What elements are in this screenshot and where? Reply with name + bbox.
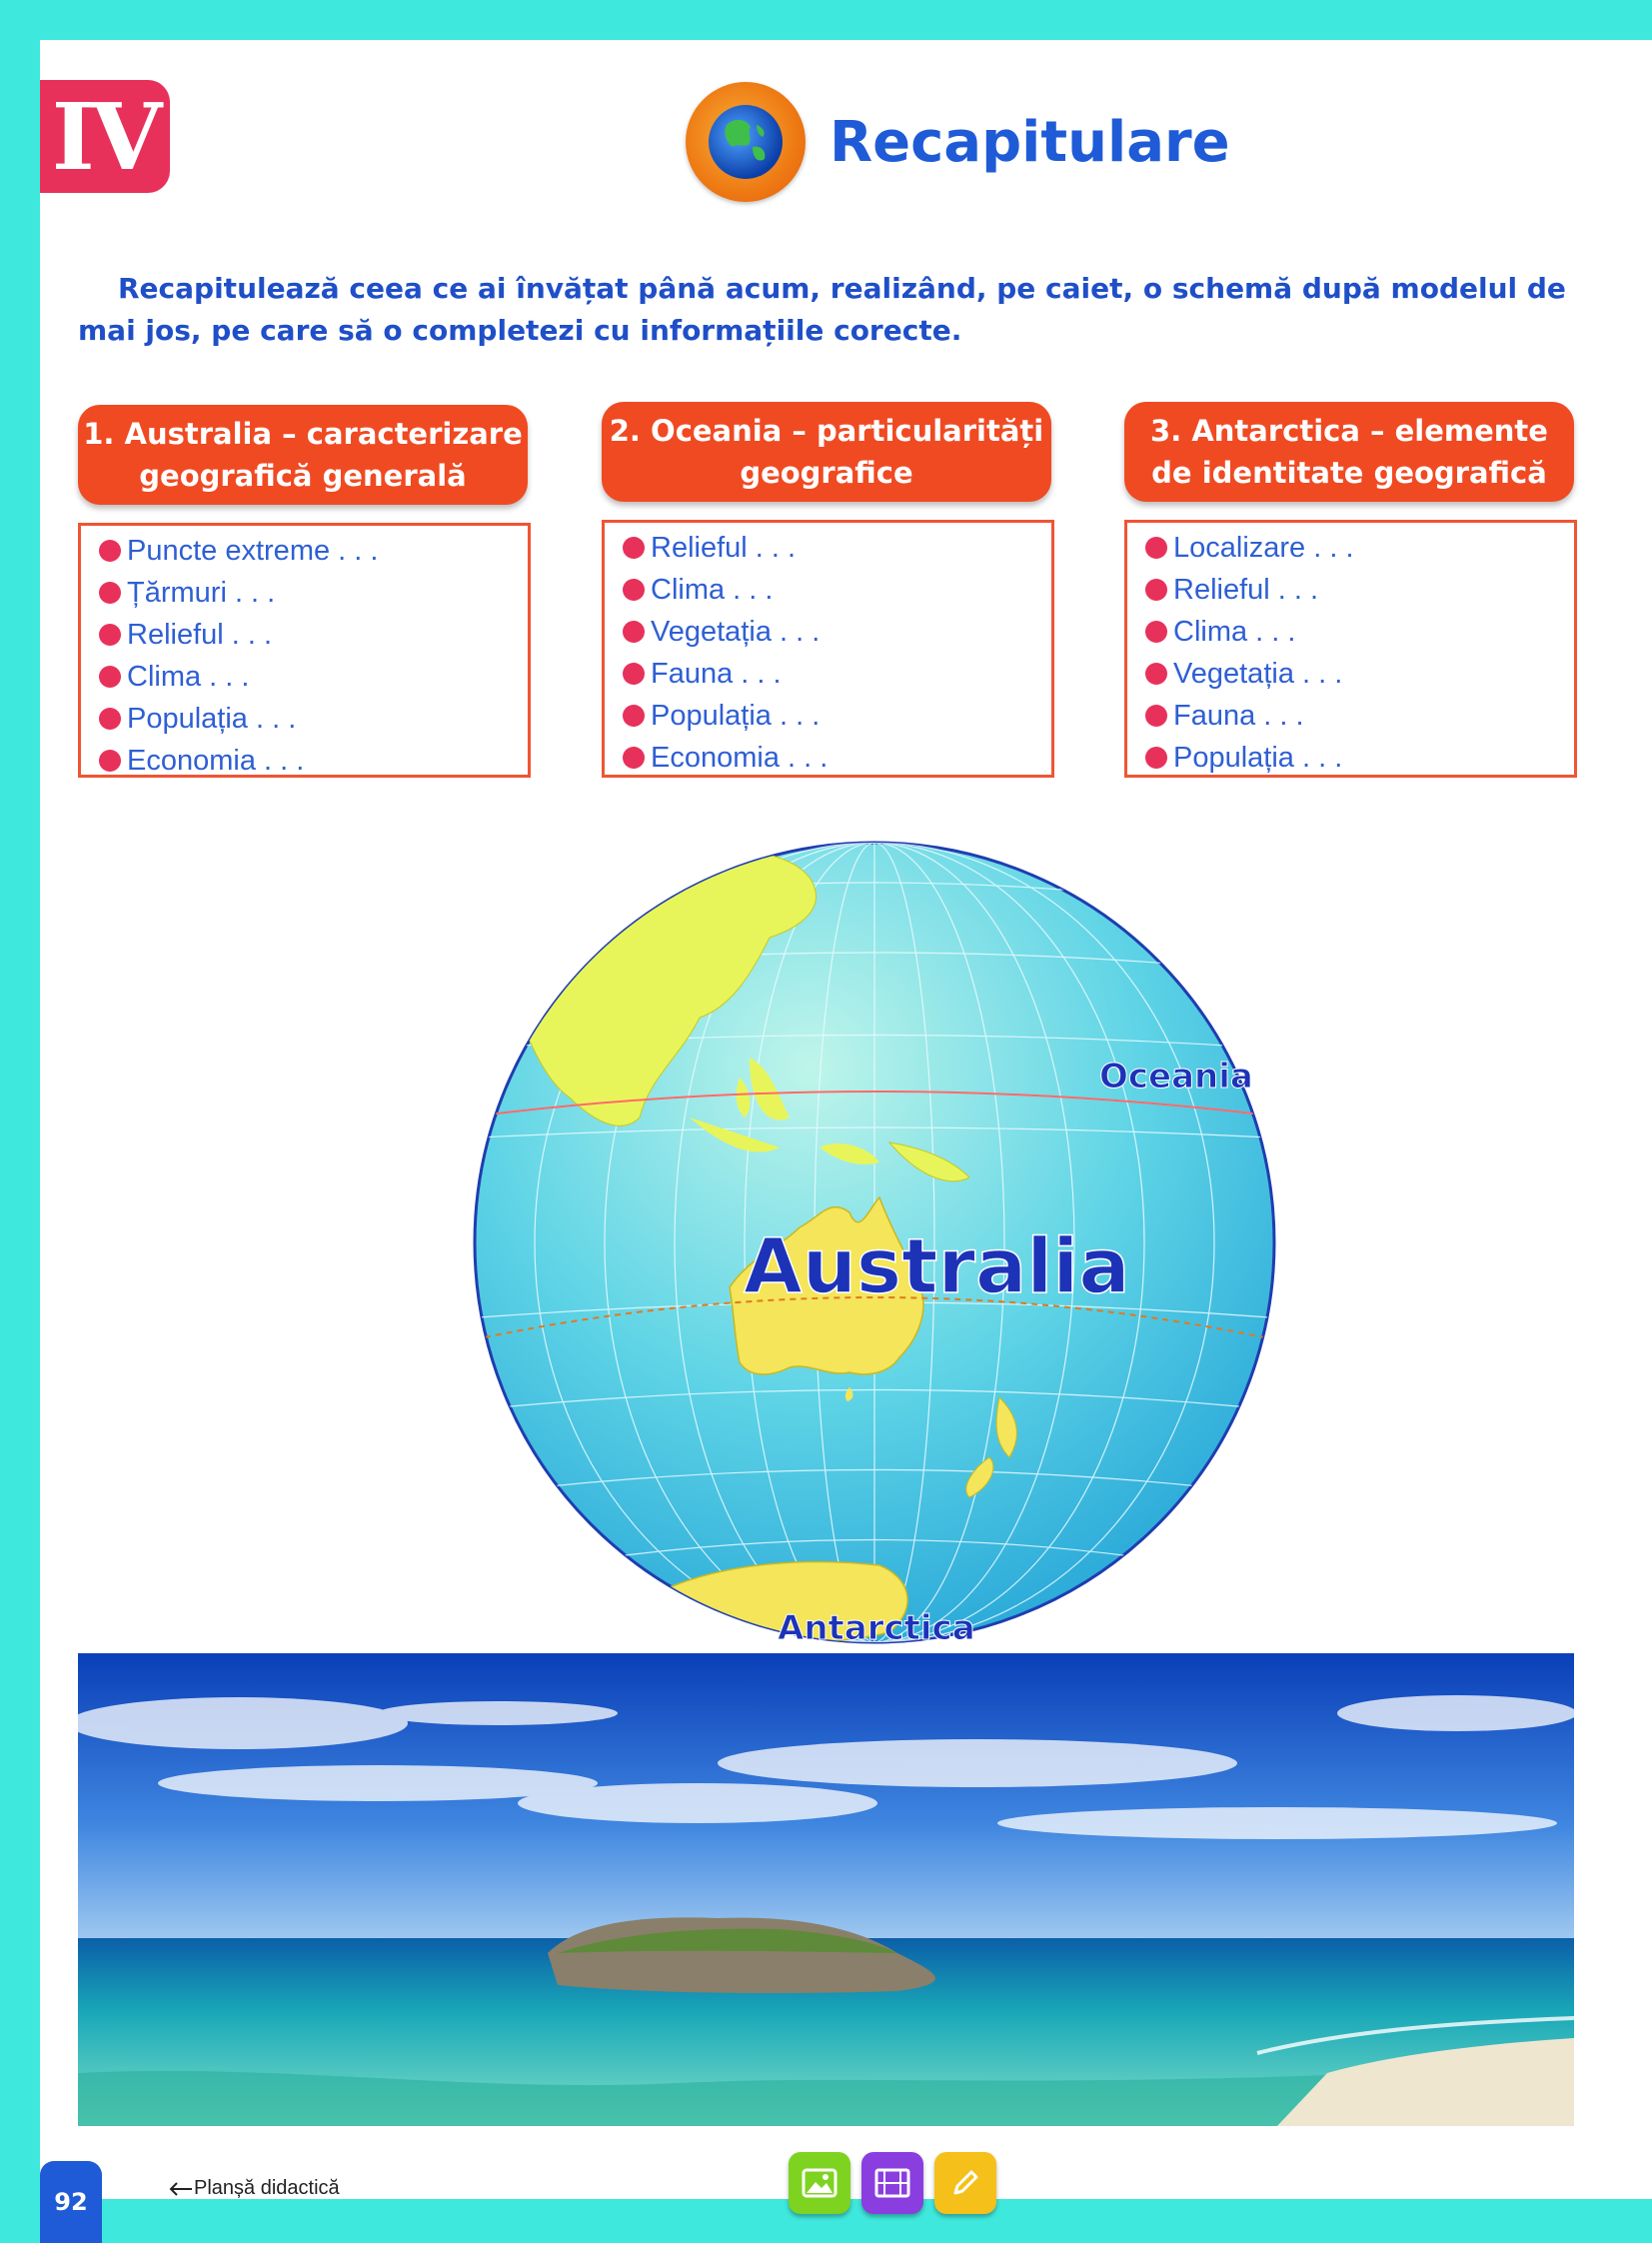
page (40, 40, 1652, 2199)
box-header-australia (78, 405, 528, 505)
box-title-line2: geografică generală (139, 459, 467, 493)
arrow-left-icon (168, 2181, 194, 2197)
bullet-icon (99, 666, 121, 688)
page-title: Recapitulare (829, 109, 1230, 175)
bullet-icon (623, 747, 645, 769)
box-list-oceania (602, 520, 1054, 778)
list-item (623, 653, 1051, 695)
box-title-line2: de identitate geografică (1151, 456, 1547, 490)
map-label-australia: Australia (744, 1221, 1130, 1310)
image-button[interactable] (789, 2152, 850, 2214)
bullet-icon (99, 582, 121, 604)
map-label-antarctica: Antarctica (778, 1608, 975, 1648)
list-item (1145, 695, 1574, 737)
page-number: 92 (40, 2161, 102, 2243)
globe-icon (686, 82, 806, 202)
bullet-icon (99, 708, 121, 730)
list-item (1145, 527, 1574, 569)
bullet-icon (1145, 747, 1167, 769)
list-item-text: Țărmuri . . . (127, 576, 276, 609)
box-header-oceania (602, 402, 1051, 502)
bullet-icon (623, 537, 645, 559)
bullet-icon (623, 705, 645, 727)
list-item (1145, 611, 1574, 653)
list-item-text: Clima . . . (127, 660, 250, 693)
bullet-icon (1145, 621, 1167, 643)
list-item-text: Populația . . . (127, 702, 297, 735)
list-item-text: Fauna . . . (651, 657, 782, 690)
edit-button[interactable] (934, 2152, 996, 2214)
map-label-oceania: Oceania (1099, 1057, 1253, 1097)
list-item-text: Puncte extreme . . . (127, 534, 379, 567)
list-item-text: Economia . . . (127, 744, 305, 777)
list-item (1145, 569, 1574, 611)
list-item-text: Populația . . . (1173, 741, 1343, 774)
unit-badge: IV (40, 80, 170, 193)
list-item (99, 530, 528, 572)
bullet-icon (1145, 579, 1167, 601)
box-title-line1: 3. Antarctica – elemente (1150, 414, 1548, 448)
box-title-line1: 2. Oceania – particularități (609, 414, 1044, 448)
title-area (686, 82, 1230, 202)
bullet-icon (1145, 705, 1167, 727)
list-item-text: Vegetația . . . (651, 615, 821, 648)
list-item-text: Vegetația . . . (1173, 657, 1343, 690)
globe-map (450, 818, 1299, 1667)
bullet-icon (1145, 537, 1167, 559)
footer-note-text: Planșă didactică (194, 2177, 340, 2199)
footer-note[interactable] (168, 2177, 340, 2200)
list-item-text: Localizare . . . (1173, 531, 1354, 564)
box-list-antarctica (1124, 520, 1577, 778)
coastal-photo (78, 1653, 1574, 2126)
list-item-text: Relieful . . . (1173, 573, 1319, 606)
pencil-icon (949, 2167, 981, 2199)
list-item (623, 737, 1051, 779)
box-header-antarctica (1124, 402, 1574, 502)
list-item (623, 695, 1051, 737)
video-button[interactable] (861, 2152, 923, 2214)
list-item-text: Clima . . . (651, 573, 774, 606)
film-icon (874, 2168, 910, 2198)
list-item (1145, 737, 1574, 779)
bullet-icon (99, 624, 121, 646)
bullet-icon (623, 579, 645, 601)
list-item (1145, 653, 1574, 695)
list-item-text: Relieful . . . (651, 531, 797, 564)
list-item (99, 572, 528, 614)
bullet-icon (1145, 663, 1167, 685)
list-item (99, 614, 528, 656)
list-item-text: Economia . . . (651, 741, 828, 774)
list-item-text: Clima . . . (1173, 615, 1296, 648)
list-item (99, 656, 528, 698)
list-item (623, 611, 1051, 653)
list-item-text: Populația . . . (651, 699, 821, 732)
list-item (623, 527, 1051, 569)
bullet-icon (99, 540, 121, 562)
box-title-line2: geografice (740, 456, 913, 490)
box-list-australia (78, 523, 531, 778)
bullet-icon (623, 621, 645, 643)
list-item (623, 569, 1051, 611)
list-item (99, 698, 528, 740)
list-item-text: Relieful . . . (127, 618, 273, 651)
bullet-icon (623, 663, 645, 685)
box-title-line1: 1. Australia – caracterizare (83, 417, 523, 451)
list-item-text: Fauna . . . (1173, 699, 1304, 732)
list-item (99, 740, 528, 782)
instructions-text: Recapitulează ceea ce ai învățat până acum, realizând, pe caiet, o schemă după modelul de mai jos, pe care să o completezi cu informațiile corecte. (78, 272, 1566, 347)
bullet-icon (99, 750, 121, 772)
image-icon (802, 2168, 837, 2198)
